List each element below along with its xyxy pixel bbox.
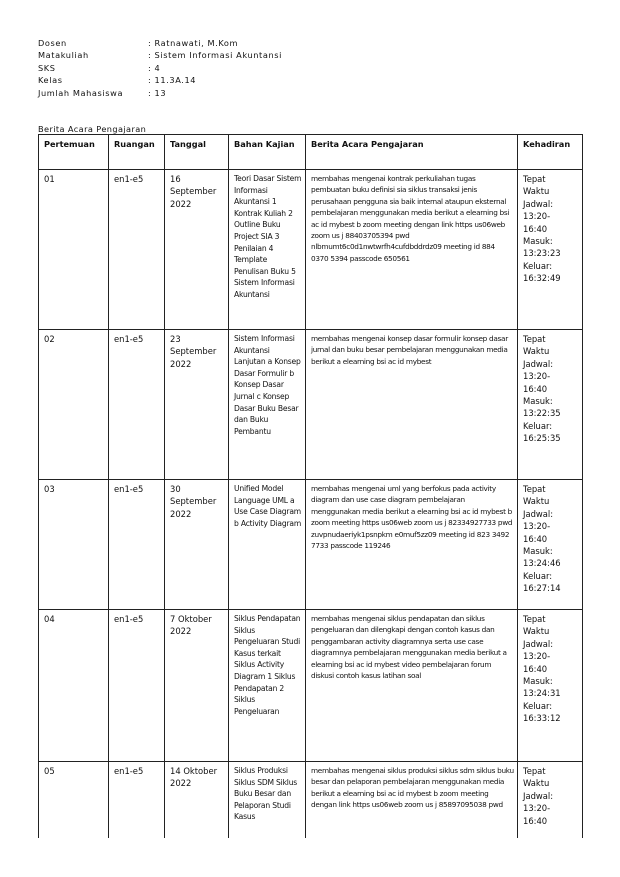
attendance-line: 13:20- bbox=[523, 651, 551, 662]
cell-date: 23 September 2022 bbox=[165, 330, 229, 480]
attendance-line: Tepat bbox=[523, 766, 546, 776]
info-value: : Sistem Informasi Akuntansi bbox=[148, 50, 283, 61]
table-row bbox=[39, 330, 583, 480]
header-date: Tanggal bbox=[165, 135, 229, 170]
attendance-line: 13:20- bbox=[523, 521, 551, 532]
attendance-line: Tepat bbox=[523, 334, 546, 344]
info-value: : Ratnawati, M.Kom bbox=[148, 38, 239, 48]
cell-minutes: membahas mengenai siklus pendapatan dan siklus pengeluaran dan dilengkapi dengan contoh kasus dan penggambaran activity diagramnya serta use case diagramnya pembelajaran menggunakan media berikut a elearning bsi ac id mybest video pembelajaran forum diskusi contoh kasus latihan soal bbox=[306, 610, 518, 762]
attendance-line: Masuk: bbox=[523, 236, 553, 247]
attendance-line: Jadwal: bbox=[523, 790, 554, 801]
cell-material: Siklus Pendapatan Siklus Pengeluaran Studi Kasus terkait Siklus Activity Diagram 1 Siklus Pendapatan 2 Siklus Pengeluaran bbox=[229, 610, 306, 762]
table-row bbox=[39, 762, 583, 839]
cell-meeting: 01 bbox=[39, 170, 109, 330]
cell-room: en1-e5 bbox=[109, 480, 165, 610]
info-label: Kelas bbox=[38, 75, 63, 86]
info-label: Dosen bbox=[38, 38, 67, 48]
cell-room: en1-e5 bbox=[109, 330, 165, 480]
attendance-line: Masuk: bbox=[523, 676, 553, 687]
attendance-line: 16:40 bbox=[523, 815, 548, 826]
cell-meeting: 03 bbox=[39, 480, 109, 610]
attendance-line: Masuk: bbox=[523, 396, 553, 407]
attendance-line: Keluar: bbox=[523, 570, 553, 581]
cell-attendance bbox=[518, 170, 583, 330]
attendance-line: Keluar: bbox=[523, 260, 553, 271]
cell-date: 30 September 2022 bbox=[165, 480, 229, 610]
cell-meeting: 02 bbox=[39, 330, 109, 480]
attendance-line: 16:40 bbox=[523, 533, 548, 544]
info-label: SKS bbox=[38, 62, 56, 73]
cell-minutes: membahas mengenai kontrak perkuliahan tugas pembuatan buku definisi sia siklus transaksi jenis perusahaan pengguna sia baik internal ataupun eksternal pembelajaran menggunakan media berikut a elearning bsi ac id mybest b zoom meeting dengan link https us06web zoom us j 88403705394 pwd nlbmumt6c0d1nwtwrfh4cufdbddrdz09 meeting id 884 0370 5394 passcode 650561 bbox=[306, 170, 518, 330]
cell-material: Siklus Produksi Siklus SDM Siklus Buku Besar dan Pelaporan Studi Kasus bbox=[229, 762, 306, 839]
cell-material: Teori Dasar Sistem Informasi Akuntansi 1 Kontrak Kuliah 2 Outline Buku Project SIA 3 Penilaian 4 Template Penulisan Buku 5 Sistem Informasi Akuntansi bbox=[229, 170, 306, 330]
info-label: Jumlah Mahasiswa bbox=[38, 87, 124, 98]
attendance-line: Jadwal: bbox=[523, 358, 554, 369]
attendance-line: 16:32:49 bbox=[523, 273, 561, 284]
attendance-line: 16:33:12 bbox=[523, 713, 561, 724]
cell-room: en1-e5 bbox=[109, 170, 165, 330]
table-header-row bbox=[39, 135, 583, 170]
cell-date: 16 September 2022 bbox=[165, 170, 229, 330]
attendance-line: Keluar: bbox=[523, 700, 553, 711]
table-row bbox=[39, 480, 583, 610]
attendance-line: 16:25:35 bbox=[523, 433, 561, 444]
cell-room: en1-e5 bbox=[109, 762, 165, 839]
cell-meeting: 04 bbox=[39, 610, 109, 762]
cell-date: 14 Oktober 2022 bbox=[165, 762, 229, 839]
table-caption: Berita Acara Pengajaran bbox=[38, 124, 147, 134]
teaching-minutes-table bbox=[38, 134, 583, 838]
attendance-line: Jadwal: bbox=[523, 638, 554, 649]
attendance-line: 16:40 bbox=[523, 383, 548, 394]
attendance-line: 16:40 bbox=[523, 663, 548, 674]
attendance-line: 13:20- bbox=[523, 803, 551, 814]
cell-material: Sistem Informasi Akuntansi Lanjutan a Konsep Dasar Formulir b Konsep Dasar Jurnal c Konsep Dasar Buku Besar dan Buku Pembantu bbox=[229, 330, 306, 480]
attendance-line: 16:40 bbox=[523, 223, 548, 234]
cell-attendance bbox=[518, 330, 583, 480]
header-meeting: Pertemuan bbox=[39, 135, 109, 170]
cell-material: Unified Model Language UML a Use Case Diagram b Activity Diagram bbox=[229, 480, 306, 610]
attendance-line: Tepat bbox=[523, 614, 546, 624]
cell-meeting: 05 bbox=[39, 762, 109, 839]
header-attendance: Kehadiran bbox=[518, 135, 583, 170]
attendance-line: Jadwal: bbox=[523, 198, 554, 209]
attendance-line: 13:22:35 bbox=[523, 408, 561, 419]
attendance-line: Keluar: bbox=[523, 420, 553, 431]
attendance-line: 13:24:46 bbox=[523, 558, 561, 569]
cell-minutes: membahas mengenai siklus produksi siklus sdm siklus buku besar dan pelaporan pembelajaran menggunakan media berikut a elearning bsi ac id mybest b zoom meeting dengan link https us06web zoom us j 85897095038 pwd bbox=[306, 762, 518, 839]
info-value: : 13 bbox=[148, 87, 167, 98]
cell-attendance bbox=[518, 610, 583, 762]
cell-minutes: membahas mengenai uml yang berfokus pada activity diagram dan use case diagram pembelajaran menggunakan media berikut a elearning bsi ac id mybest b zoom meeting https us06web zoom us j 82334927733 pwd zuvpnudaeriyk1psnpkm e0muf5zz09 meeting id 823 3492 7733 passcode 119246 bbox=[306, 480, 518, 610]
attendance-line: Jadwal: bbox=[523, 508, 554, 519]
attendance-line: Masuk: bbox=[523, 546, 553, 557]
attendance-line: 13:23:23 bbox=[523, 248, 561, 259]
attendance-line: 13:20- bbox=[523, 211, 551, 222]
attendance-line: 13:20- bbox=[523, 371, 551, 382]
header-room: Ruangan bbox=[109, 135, 165, 170]
cell-attendance bbox=[518, 762, 583, 839]
cell-room: en1-e5 bbox=[109, 610, 165, 762]
header-minutes: Berita Acara Pengajaran bbox=[306, 135, 518, 170]
table-row bbox=[39, 610, 583, 762]
info-label: Matakuliah bbox=[38, 50, 89, 61]
cell-minutes: membahas mengenai konsep dasar formulir konsep dasar jurnal dan buku besar pembelajaran menggunakan media berikut a elearning bsi ac id mybest bbox=[306, 330, 518, 480]
attendance-line: 16:27:14 bbox=[523, 583, 561, 594]
cell-attendance bbox=[518, 480, 583, 610]
info-value: : 11.3A.14 bbox=[148, 75, 197, 86]
attendance-line: Waktu bbox=[523, 186, 550, 197]
attendance-line: Waktu bbox=[523, 346, 550, 357]
attendance-line: Tepat bbox=[523, 484, 546, 494]
attendance-line: 13:24:31 bbox=[523, 688, 561, 699]
cell-date: 7 Oktober 2022 bbox=[165, 610, 229, 762]
attendance-line: Tepat bbox=[523, 174, 546, 184]
attendance-line: Waktu bbox=[523, 778, 550, 789]
table-row bbox=[39, 170, 583, 330]
attendance-line: Waktu bbox=[523, 626, 550, 637]
info-value: : 4 bbox=[148, 62, 161, 73]
header-material: Bahan Kajian bbox=[229, 135, 306, 170]
attendance-line: Waktu bbox=[523, 496, 550, 507]
